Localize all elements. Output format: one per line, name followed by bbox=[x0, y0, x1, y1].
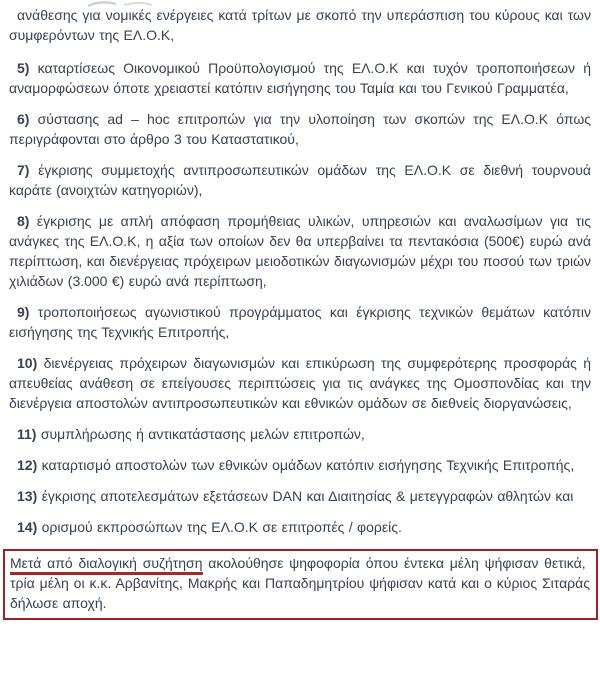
item-text-7: έγκρισης συμμετοχής αντιπροσωπευτικών ομάδων της ΕΛ.Ο.Κ σε διεθνή τουρνουά καράτε (ανοιχτών κατηγοριών), bbox=[9, 162, 591, 198]
paragraph-intro bbox=[9, 5, 591, 45]
list-item-10 bbox=[9, 353, 591, 413]
item-text-13: έγκρισης αποτελεσμάτων εξετάσεων DAN και Διαιτησίας & μετεγγραφών αθλητών και bbox=[41, 488, 574, 504]
list-item-6 bbox=[9, 109, 591, 149]
highlighted-note bbox=[10, 553, 590, 613]
item-number-12: 12) bbox=[17, 457, 38, 473]
item-number-13: 13) bbox=[17, 488, 38, 504]
highlighted-note-box bbox=[3, 549, 598, 620]
item-number-11: 11) bbox=[17, 426, 37, 442]
item-text-8: έγκρισης με απλή απόφαση προμήθειας υλικών, υπηρεσιών και αναλωσίμων για τις ανάγκες της ΕΛ.Ο.Κ, η αξία των οποίων δεν θα υπερβαίνει τα πεντακόσια (500€) ευρώ ανά περίπτωση, και διενέργειας πρόχειρων μειοδοτικών διαγωνισμών μέχρι του ποσού των τριών χιλιάδων (3.000 €) ευρώ ανά περίπτωση, bbox=[9, 213, 591, 289]
list-item-7 bbox=[9, 160, 591, 200]
list-item-14 bbox=[9, 517, 591, 537]
item-number-10: 10) bbox=[17, 355, 38, 371]
item-text-9: τροποποιήσεως αγωνιστικού προγράμματος και έγκρισης τεχνικών θεμάτων κατόπιν εισήγησης της Τεχνικής Επιτροπής, bbox=[9, 304, 591, 340]
list-item-9 bbox=[9, 302, 591, 342]
item-text-12: καταρτισμό αποστολών των εθνικών ομάδων κατόπιν εισήγησης Τεχνικής Επιτροπής, bbox=[41, 457, 575, 473]
page-top-artifact bbox=[86, 0, 156, 8]
item-number-6: 6) bbox=[17, 111, 30, 127]
item-text-5: καταρτίσεως Οικονομικού Προϋπολογισμού της ΕΛ.Ο.Κ και τυχόν τροποποιήσεων ή αναμορφώσεων όποτε χρειαστεί κατόπιν εισήγησης του Ταμία και του Γενικού Γραμματέα, bbox=[9, 60, 592, 96]
list-item-8 bbox=[9, 211, 591, 291]
item-text-6: σύστασης ad – hoc επιτροπών για την υλοποίηση των σκοπών της ΕΛ.Ο.Κ όπως περιγράφονται στο άρθρο 3 του Καταστατικού, bbox=[9, 111, 592, 147]
item-number-7: 7) bbox=[17, 162, 30, 178]
item-text-10: διενέργειας πρόχειρων διαγωνισμών και επικύρωση της συμφερότερης προσφοράς ή απευθείας ανάθεση σε επείγουσες περιπτώσεις για τις ανάγκες της Ομοσπονδίας και την διενέργεια αποστολών αντιπροσωπευτικών και εθνικών ομάδων σε διεθνείς διοργανώσεις, bbox=[9, 355, 592, 411]
list-item-13 bbox=[9, 486, 591, 506]
item-text-14: ορισμού εκπροσώπων της ΕΛ.Ο.Κ σε επιτροπές / φορείς. bbox=[41, 519, 402, 535]
note-rest-text: ακολούθησε ψηφοφορία όπου έντεκα μέλη ψήφισαν θετικά, τρία μέλη οι κ.κ. Αρβανίτης, Μακρής και Παπαδημητρίου ψήφισαν κατά και ο κύριος Σιταράς δήλωσε αποχή. bbox=[10, 555, 590, 611]
item-text-11: συμπλήρωσης ή αντικατάστασης μελών επιτροπών, bbox=[40, 426, 365, 442]
list-item-11 bbox=[9, 424, 591, 444]
item-number-8: 8) bbox=[17, 213, 30, 229]
item-number-9: 9) bbox=[17, 304, 30, 320]
underlined-phrase: Μετά από διαλογική συζήτηση bbox=[10, 555, 203, 575]
list-item-5 bbox=[9, 58, 591, 98]
item-number-14: 14) bbox=[17, 519, 38, 535]
list-item-12 bbox=[9, 455, 591, 475]
item-number-5: 5) bbox=[17, 60, 30, 76]
intro-text: ανάθεσης για νομικές ενέργειες κατά τρίτων με σκοπό την υπεράσπιση του κύρους και των συμφερόντων της ΕΛ.Ο.Κ, bbox=[9, 7, 591, 43]
